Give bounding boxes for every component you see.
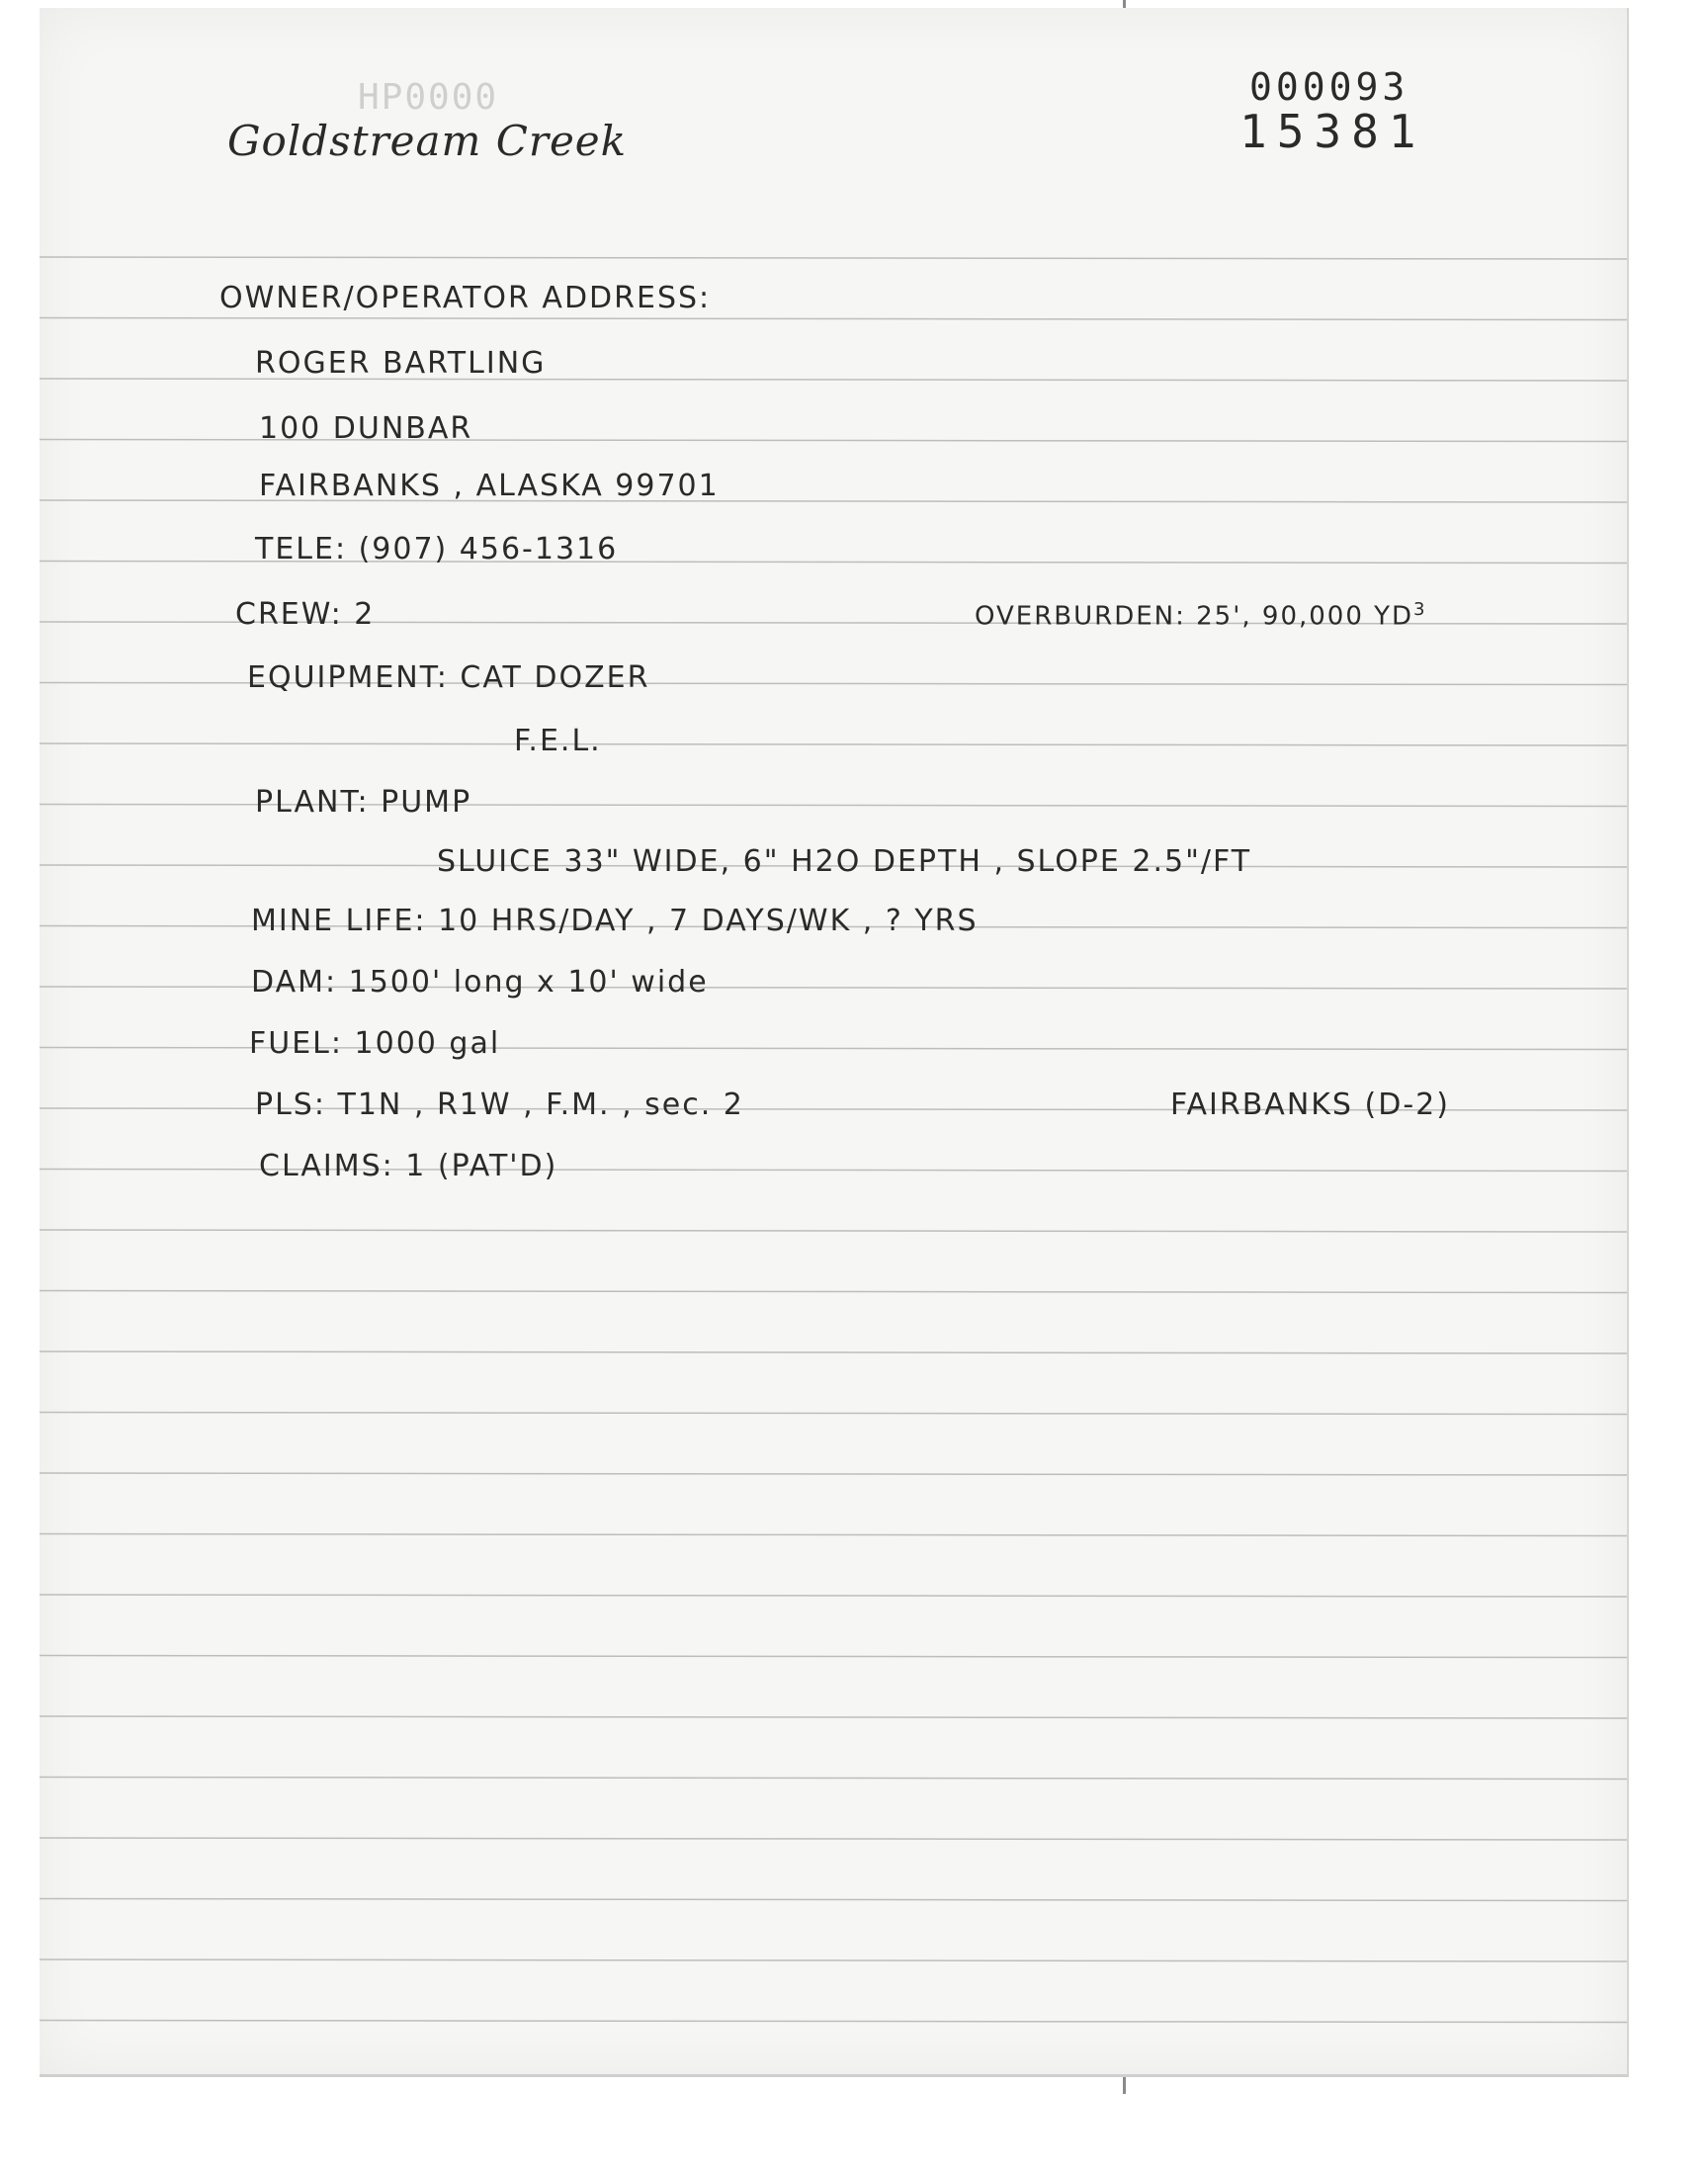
lined-paper xyxy=(40,8,1629,2077)
ruled-line xyxy=(40,1716,1627,1718)
ruled-line xyxy=(40,743,1627,745)
mine-life-line: MINE LIFE: 10 HRS/DAY , 7 DAYS/WK , ? YRS xyxy=(251,904,979,938)
ruled-line xyxy=(40,1838,1627,1840)
ruled-line xyxy=(40,1351,1627,1353)
ruled-line xyxy=(40,1413,1627,1415)
overburden-superscript: 3 xyxy=(1413,599,1427,620)
owner-telephone: TELE: (907) 456-1316 xyxy=(255,532,619,566)
owner-street: 100 DUNBAR xyxy=(259,411,473,446)
document-number-top: 000093 xyxy=(1249,65,1409,109)
owner-heading: OWNER/OPERATOR ADDRESS: xyxy=(219,281,712,315)
owner-city: FAIRBANKS , ALASKA 99701 xyxy=(259,469,720,503)
owner-name: ROGER BARTLING xyxy=(255,346,547,381)
faint-stamp: HP0000 xyxy=(358,77,499,118)
sluice-line: SLUICE 33" WIDE, 6" H2O DEPTH , SLOPE 2.5"/FT xyxy=(437,844,1252,879)
pls-line: PLS: T1N , R1W , F.M. , sec. 2 xyxy=(255,1088,744,1122)
fuel-line: FUEL: 1000 gal xyxy=(249,1026,501,1061)
ruled-line xyxy=(40,1534,1627,1536)
quad-map: FAIRBANKS (D-2) xyxy=(1170,1088,1450,1122)
ruled-line xyxy=(40,1595,1627,1597)
ruled-line xyxy=(40,1291,1627,1293)
ruled-line xyxy=(40,318,1627,320)
document-number-bottom: 15381 xyxy=(1239,105,1426,158)
ruled-line xyxy=(40,1230,1627,1232)
equipment-line: EQUIPMENT: CAT DOZER xyxy=(247,660,650,695)
claims-line: CLAIMS: 1 (PAT'D) xyxy=(259,1149,558,1183)
ruled-line xyxy=(40,1959,1627,1961)
plant-line: PLANT: PUMP xyxy=(255,785,472,820)
ruled-line xyxy=(40,1656,1627,1658)
overburden-text: OVERBURDEN: 25', 90,000 YD xyxy=(975,601,1414,632)
ruled-line xyxy=(40,1473,1627,1475)
ruled-line xyxy=(40,2021,1627,2023)
dam-line: DAM: 1500' long x 10' wide xyxy=(251,965,709,1000)
ruled-line xyxy=(40,257,1627,259)
crew-line: CREW: 2 xyxy=(235,597,376,632)
ruled-line xyxy=(40,1899,1627,1901)
document-title: Goldstream Creek xyxy=(227,117,628,165)
ruled-line xyxy=(40,1778,1627,1780)
overburden-line xyxy=(975,599,1427,632)
equipment-line-2: F.E.L. xyxy=(514,724,602,758)
